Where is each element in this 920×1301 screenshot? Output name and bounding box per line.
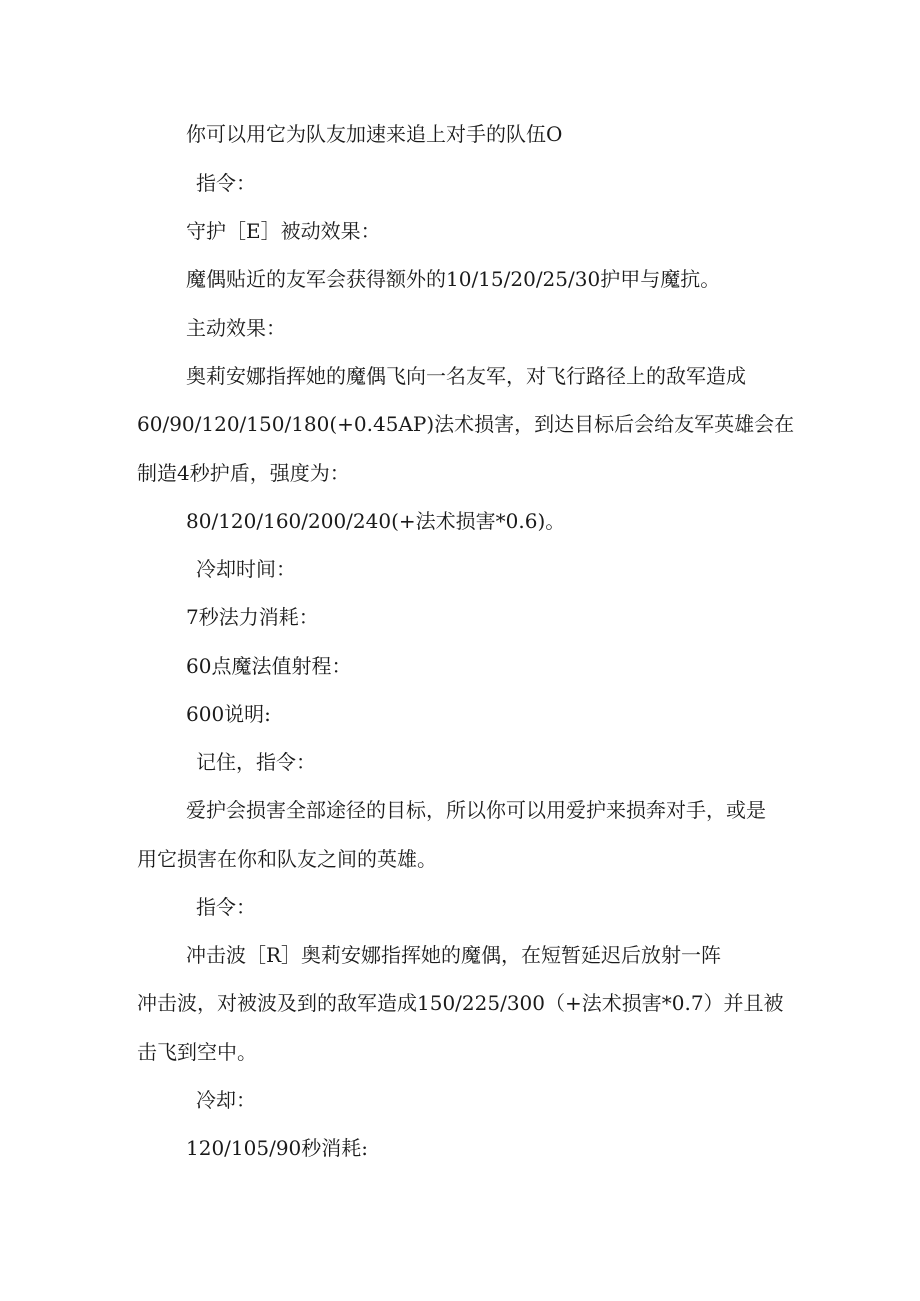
text-line: 指令： (196, 895, 256, 919)
text-line: 主动效果： (186, 316, 286, 340)
text-line: 120/105/90秒消耗: (186, 1136, 369, 1160)
text-line: 80/120/160/200/240(+法术损害*0.6)。 (186, 509, 566, 533)
text-line: 冷却： (196, 1088, 256, 1112)
text-line: 爱护会损害全部途径的目标，所以你可以用爱护来损奔对手，或是 (186, 798, 766, 822)
text-line: 60点魔法值射程： (186, 654, 352, 678)
text-line: 用它损害在你和队友之间的英雄。 (137, 847, 437, 871)
text-line: 制造4秒护盾，强度为： (137, 461, 350, 485)
text-line: 记住，指令： (196, 750, 316, 774)
text-line: 冲击波［R］奥莉安娜指挥她的魔偶，在短暂延迟后放射一阵 (186, 943, 722, 967)
text-line: 冲击波，对被波及到的敌军造成150/225/300（+法术损害*0.7）并且被 (137, 991, 784, 1015)
text-line: 600说明: (186, 702, 271, 726)
text-line: 击飞到空中。 (137, 1040, 257, 1064)
text-line: 指令： (196, 171, 256, 195)
text-line: 60/90/120/150/180(+0.45AP)法术损害，到达目标后会给友军英雄会在 (137, 412, 795, 436)
text-line: 你可以用它为队友加速来追上对手的队伍O (186, 122, 563, 146)
text-line: 奥莉安娜指挥她的魔偶飞向一名友军，对飞行路径上的敌军造成 (186, 364, 746, 388)
text-line: 7秒法力消耗： (186, 605, 319, 629)
text-line: 冷却时间： (196, 557, 296, 581)
text-line: 守护［E］被动效果： (186, 219, 381, 243)
text-line: 魔偶贴近的友军会获得额外的10/15/20/25/30护甲与魔抗。 (186, 267, 721, 291)
